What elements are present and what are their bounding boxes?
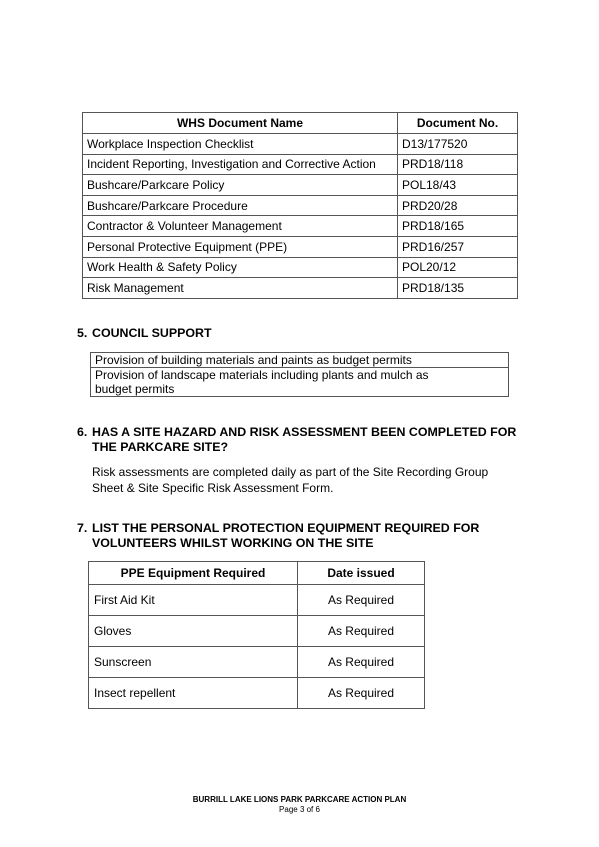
document-number-cell: POL20/12 (398, 257, 518, 278)
document-number-cell: PRD18/118 (398, 154, 518, 175)
document-number-cell: PRD18/165 (398, 216, 518, 237)
document-name-cell: Bushcare/Parkcare Procedure (83, 195, 398, 216)
paragraph-line-1: Risk assessments are completed daily as part of the Site Recording Group (92, 465, 489, 479)
document-number-cell: POL18/43 (398, 175, 518, 196)
section-title-line-2: THE PARKCARE SITE? (92, 440, 229, 454)
section-title-line-2: VOLUNTEERS WHILST WORKING ON THE SITE (92, 536, 374, 550)
section-6-heading (77, 425, 557, 455)
table-row (89, 647, 425, 678)
ppe-item-cell: Sunscreen (89, 647, 298, 678)
section-number: 5. (77, 326, 88, 340)
document-number-cell: PRD16/257 (398, 236, 518, 257)
section-title: COUNCIL SUPPORT (92, 326, 212, 340)
date-issued-cell: As Required (298, 647, 425, 678)
section-5-heading (77, 326, 557, 341)
whs-document-table (82, 112, 518, 299)
support-item-cell: Provision of landscape materials including plants and mulch as budget permits (91, 368, 509, 397)
section-title-line-1: LIST THE PERSONAL PROTECTION EQUIPMENT REQUIRED FOR (92, 521, 480, 535)
date-issued-cell: As Required (298, 616, 425, 647)
ppe-item-cell: Gloves (89, 616, 298, 647)
section-number: 6. (77, 425, 88, 439)
column-header-date-issued: Date issued (298, 562, 425, 585)
ppe-table (88, 561, 425, 709)
document-name-cell: Work Health & Safety Policy (83, 257, 398, 278)
council-support-table (90, 352, 509, 397)
date-issued-cell: As Required (298, 585, 425, 616)
document-name-cell: Risk Management (83, 278, 398, 299)
document-number-cell: PRD20/28 (398, 195, 518, 216)
document-name-cell: Contractor & Volunteer Management (83, 216, 398, 237)
column-header-ppe-equipment: PPE Equipment Required (89, 562, 298, 585)
table-row (83, 236, 518, 257)
document-name-cell: Incident Reporting, Investigation and Corrective Action (83, 154, 398, 175)
document-name-cell: Personal Protective Equipment (PPE) (83, 236, 398, 257)
document-number-cell: D13/177520 (398, 134, 518, 155)
table-header-row (83, 113, 518, 134)
column-header-document-name: WHS Document Name (83, 113, 398, 134)
footer-page-number: Page 3 of 6 (279, 805, 320, 814)
table-header-row (89, 562, 425, 585)
table-row (89, 678, 425, 709)
table-row (89, 585, 425, 616)
table-row (83, 216, 518, 237)
table-row (83, 195, 518, 216)
footer-title: BURRILL LAKE LIONS PARK PARKCARE ACTION PLAN (192, 795, 407, 804)
section-6-paragraph (92, 464, 552, 496)
section-7-heading (77, 521, 557, 551)
paragraph-line-2: Sheet & Site Specific Risk Assessment Form. (92, 481, 334, 495)
table-row (83, 257, 518, 278)
table-row (83, 154, 518, 175)
table-row (83, 175, 518, 196)
document-name-cell: Workplace Inspection Checklist (83, 134, 398, 155)
column-header-document-no: Document No. (398, 113, 518, 134)
section-title-line-1: HAS A SITE HAZARD AND RISK ASSESSMENT BEEN COMPLETED FOR (92, 425, 517, 439)
support-item-cell: Provision of building materials and paints as budget permits (91, 353, 509, 368)
section-number: 7. (77, 521, 88, 535)
document-name-cell: Bushcare/Parkcare Policy (83, 175, 398, 196)
date-issued-cell: As Required (298, 678, 425, 709)
ppe-item-cell: Insect repellent (89, 678, 298, 709)
table-row (83, 134, 518, 155)
document-number-cell: PRD18/135 (398, 278, 518, 299)
table-row (83, 278, 518, 299)
table-row (91, 353, 509, 368)
ppe-item-cell: First Aid Kit (89, 585, 298, 616)
table-row (91, 368, 509, 397)
table-row (89, 616, 425, 647)
